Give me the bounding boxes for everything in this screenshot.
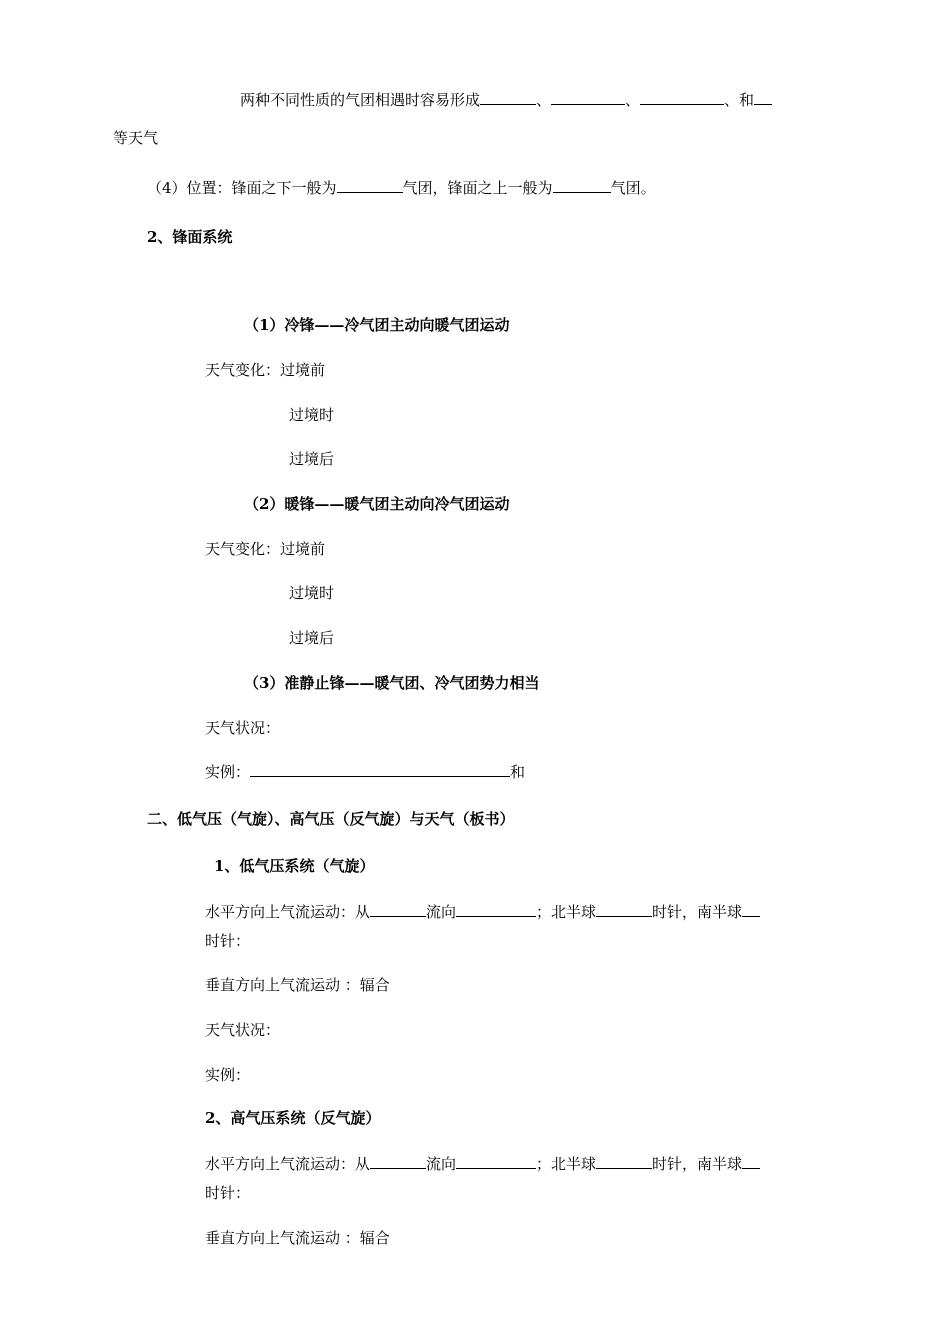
warm-front-heading: （2）暖锋——暖气团主动向冷气团运动: [244, 495, 510, 513]
intro-line: [240, 90, 772, 110]
blank: [456, 902, 536, 917]
horiz-to: 流向: [426, 1155, 457, 1173]
before-label: 过境前: [280, 540, 326, 558]
weather-label: 天气变化：: [205, 361, 281, 379]
low-clock-end: 时针：: [205, 932, 251, 950]
high-pressure-heading: 2、高气压系统（反气旋）: [205, 1109, 381, 1127]
stationary-example-line: [205, 762, 525, 782]
blank: [250, 762, 510, 777]
horiz-north: ；北半球: [536, 903, 597, 921]
position-mid: 气团，锋面之上一般为: [402, 179, 553, 197]
section-title-front-systems: 2、锋面系统: [147, 228, 233, 246]
position-label: （4）位置：锋面之下一般为: [147, 179, 337, 197]
horiz-from: 水平方向上气流运动：从: [205, 903, 371, 921]
position-end: 气团。: [610, 179, 656, 197]
blank: [596, 1154, 652, 1169]
weather-label: 天气变化：: [205, 540, 281, 558]
section-title-pressure: 二、低气压（气旋）、高气压（反气旋）与天气（板书）: [147, 810, 515, 828]
blank: [456, 1154, 536, 1169]
horiz-to: 流向: [426, 903, 457, 921]
blank: [370, 1154, 426, 1169]
low-pressure-heading: 1、低气压系统（气旋）: [214, 857, 375, 875]
separator: 、和: [724, 91, 755, 109]
blank: [596, 902, 652, 917]
cold-front-after: 过境后: [289, 450, 335, 468]
warm-front-during: 过境时: [289, 584, 335, 602]
cold-front-weather-line: [205, 360, 325, 380]
position-line: [147, 178, 656, 198]
high-vertical: 垂直方向上气流运动 ：辐合: [205, 1229, 390, 1247]
blank: [370, 902, 426, 917]
high-clock-end: 时针：: [205, 1184, 251, 1202]
low-vertical: 垂直方向上气流运动 ：辐合: [205, 976, 390, 994]
cold-front-heading: （1）冷锋——冷气团主动向暖气团运动: [244, 316, 510, 334]
separator: 、: [536, 91, 552, 109]
low-example: 实例：: [205, 1066, 251, 1084]
cold-front-during: 过境时: [289, 406, 335, 424]
blank: [640, 90, 724, 105]
blank: [551, 90, 625, 105]
blank: [553, 178, 611, 193]
example-and: 和: [510, 763, 526, 781]
low-horizontal-line: [205, 902, 760, 922]
stationary-front-heading: （3）准静止锋——暖气团、冷气团势力相当: [244, 674, 540, 692]
horiz-clock: 时针，南半球: [652, 903, 743, 921]
horiz-from: 水平方向上气流运动：从: [205, 1155, 371, 1173]
blank: [742, 1154, 760, 1169]
low-weather-status: 天气状况：: [205, 1021, 281, 1039]
horiz-north: ；北半球: [536, 1155, 597, 1173]
before-label: 过境前: [280, 361, 326, 379]
intro-sentence-end: 等天气: [113, 129, 159, 147]
blank: [754, 90, 772, 105]
blank: [480, 90, 536, 105]
warm-front-weather-line: [205, 539, 325, 559]
high-horizontal-line: [205, 1154, 760, 1174]
warm-front-after: 过境后: [289, 629, 335, 647]
intro-sentence-start: 两种不同性质的气团相遇时容易形成: [240, 91, 481, 109]
horiz-clock: 时针，南半球: [652, 1155, 743, 1173]
blank: [742, 902, 760, 917]
blank: [337, 178, 403, 193]
stationary-weather-status: 天气状况：: [205, 719, 281, 737]
example-label: 实例：: [205, 763, 251, 781]
separator: 、: [625, 91, 641, 109]
